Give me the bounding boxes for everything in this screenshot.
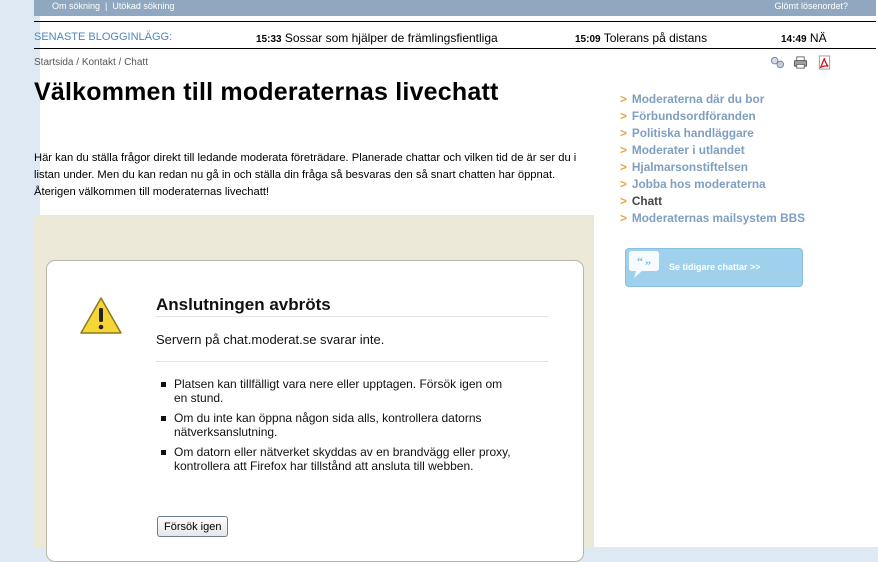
connection-error-panel: [46, 260, 584, 562]
blog-post-title: NÄ: [809, 31, 827, 45]
page-tools: [766, 55, 832, 73]
breadcrumb-separator: /: [115, 57, 125, 68]
sidebar-nav: [620, 91, 805, 227]
top-bar: [34, 0, 876, 16]
retry-button[interactable]: Försök igen: [157, 516, 228, 537]
arrow-icon: >: [620, 194, 627, 208]
sidebar-item-jobs[interactable]: [620, 176, 805, 193]
sidebar-item-foundation[interactable]: [620, 159, 805, 176]
forgot-password-link[interactable]: Glömt lösenordet?: [774, 1, 848, 11]
speech-bubble-icon: [628, 249, 660, 279]
error-tip: Om du inte kan öppna någon sida alls, kontrollera datorns nätverksanslutning.: [158, 411, 518, 439]
blog-post-time: 15:33: [256, 34, 282, 45]
arrow-icon: >: [620, 160, 627, 174]
blog-post-title: Sossar som hjälper de främlingsfientliga: [284, 31, 498, 45]
sidebar-item-label: Moderaternas mailsystem BBS: [631, 211, 805, 225]
arrow-icon: >: [620, 109, 627, 123]
sidebar-item-label: Moderater i utlandet: [631, 143, 745, 157]
previous-chats-button[interactable]: [625, 248, 803, 287]
chat-frame: [34, 215, 594, 547]
error-tip: Om datorn eller nätverket skyddas av en brandvägg eller proxy, kontrollera att Firefox har tillstånd att ansluta till webben.: [158, 445, 518, 473]
sidebar-item-label: Hjalmarsonstiftelsen: [631, 160, 748, 174]
warning-icon: [79, 296, 123, 336]
blog-post-time: 14:49: [781, 34, 807, 45]
sidebar-item-label: Chatt: [631, 194, 663, 208]
svg-text:”: ”: [645, 258, 651, 272]
sidebar-item-mail[interactable]: [620, 210, 805, 227]
sidebar-item-abroad[interactable]: [620, 142, 805, 159]
error-divider: [156, 316, 548, 317]
arrow-icon: >: [620, 211, 627, 225]
sidebar-item-local[interactable]: [620, 91, 805, 108]
breadcrumb-current: Chatt: [124, 57, 148, 68]
blog-post-link[interactable]: [781, 31, 827, 45]
sidebar-item-officers[interactable]: [620, 125, 805, 142]
blog-post-title: Tolerans på distans: [603, 31, 708, 45]
share-icon[interactable]: [770, 55, 785, 70]
arrow-icon: >: [620, 92, 627, 106]
blog-divider: [34, 48, 876, 49]
advanced-search-link[interactable]: Utökad sökning: [112, 1, 175, 11]
sidebar-item-label: Förbundsordföranden: [631, 109, 756, 123]
arrow-icon: >: [620, 177, 627, 191]
search-about-link[interactable]: Om sökning: [52, 1, 101, 11]
arrow-icon: >: [620, 143, 627, 157]
breadcrumb-separator: /: [73, 57, 82, 68]
error-title: Anslutningen avbröts: [156, 295, 331, 314]
breadcrumb-home[interactable]: Startsida: [34, 57, 74, 68]
arrow-icon: >: [620, 126, 627, 140]
top-divider: [34, 21, 876, 22]
error-description: Servern på chat.moderat.se svarar inte.: [156, 332, 385, 347]
latest-blog-label: SENASTE BLOGGINLÄGG:: [34, 31, 173, 43]
previous-chats-label: Se tidigare chattar >>: [669, 262, 761, 272]
top-link-separator: |: [105, 1, 108, 11]
breadcrumb-contact[interactable]: Kontakt: [81, 57, 116, 68]
error-divider: [156, 361, 548, 362]
breadcrumb: [34, 57, 148, 68]
top-links: [52, 1, 174, 11]
error-tip: Platsen kan tillfälligt vara nere eller upptagen. Försök igen om en stund.: [158, 377, 518, 405]
blog-post-time: 15:09: [575, 34, 601, 45]
sidebar-item-label: Jobba hos moderaterna: [631, 177, 766, 191]
intro-text: Här kan du ställa frågor direkt till ledande moderata företrädare. Planerade chattar och vilken tid de är ser du i listan under. Men du kan redan nu gå in och ställa din fråga så besvaras den så snart chatten har öppnat. Återigen välkommen till moderaternas livechatt!: [34, 152, 577, 198]
blog-post-link[interactable]: [256, 31, 498, 45]
error-tips: [158, 377, 518, 479]
sidebar-item-label: Politiska handläggare: [631, 126, 754, 140]
sidebar-item-chairs[interactable]: [620, 108, 805, 125]
sidebar-item-label: Moderaterna där du bor: [631, 92, 765, 106]
pdf-icon[interactable]: [817, 55, 832, 70]
blog-post-link[interactable]: [575, 31, 707, 45]
print-icon[interactable]: [793, 55, 808, 70]
page-title: Välkommen till moderaternas livechatt: [34, 78, 499, 106]
sidebar-item-chat[interactable]: [620, 193, 805, 210]
svg-text:“: “: [637, 254, 643, 268]
latest-blog-posts: [34, 30, 876, 46]
